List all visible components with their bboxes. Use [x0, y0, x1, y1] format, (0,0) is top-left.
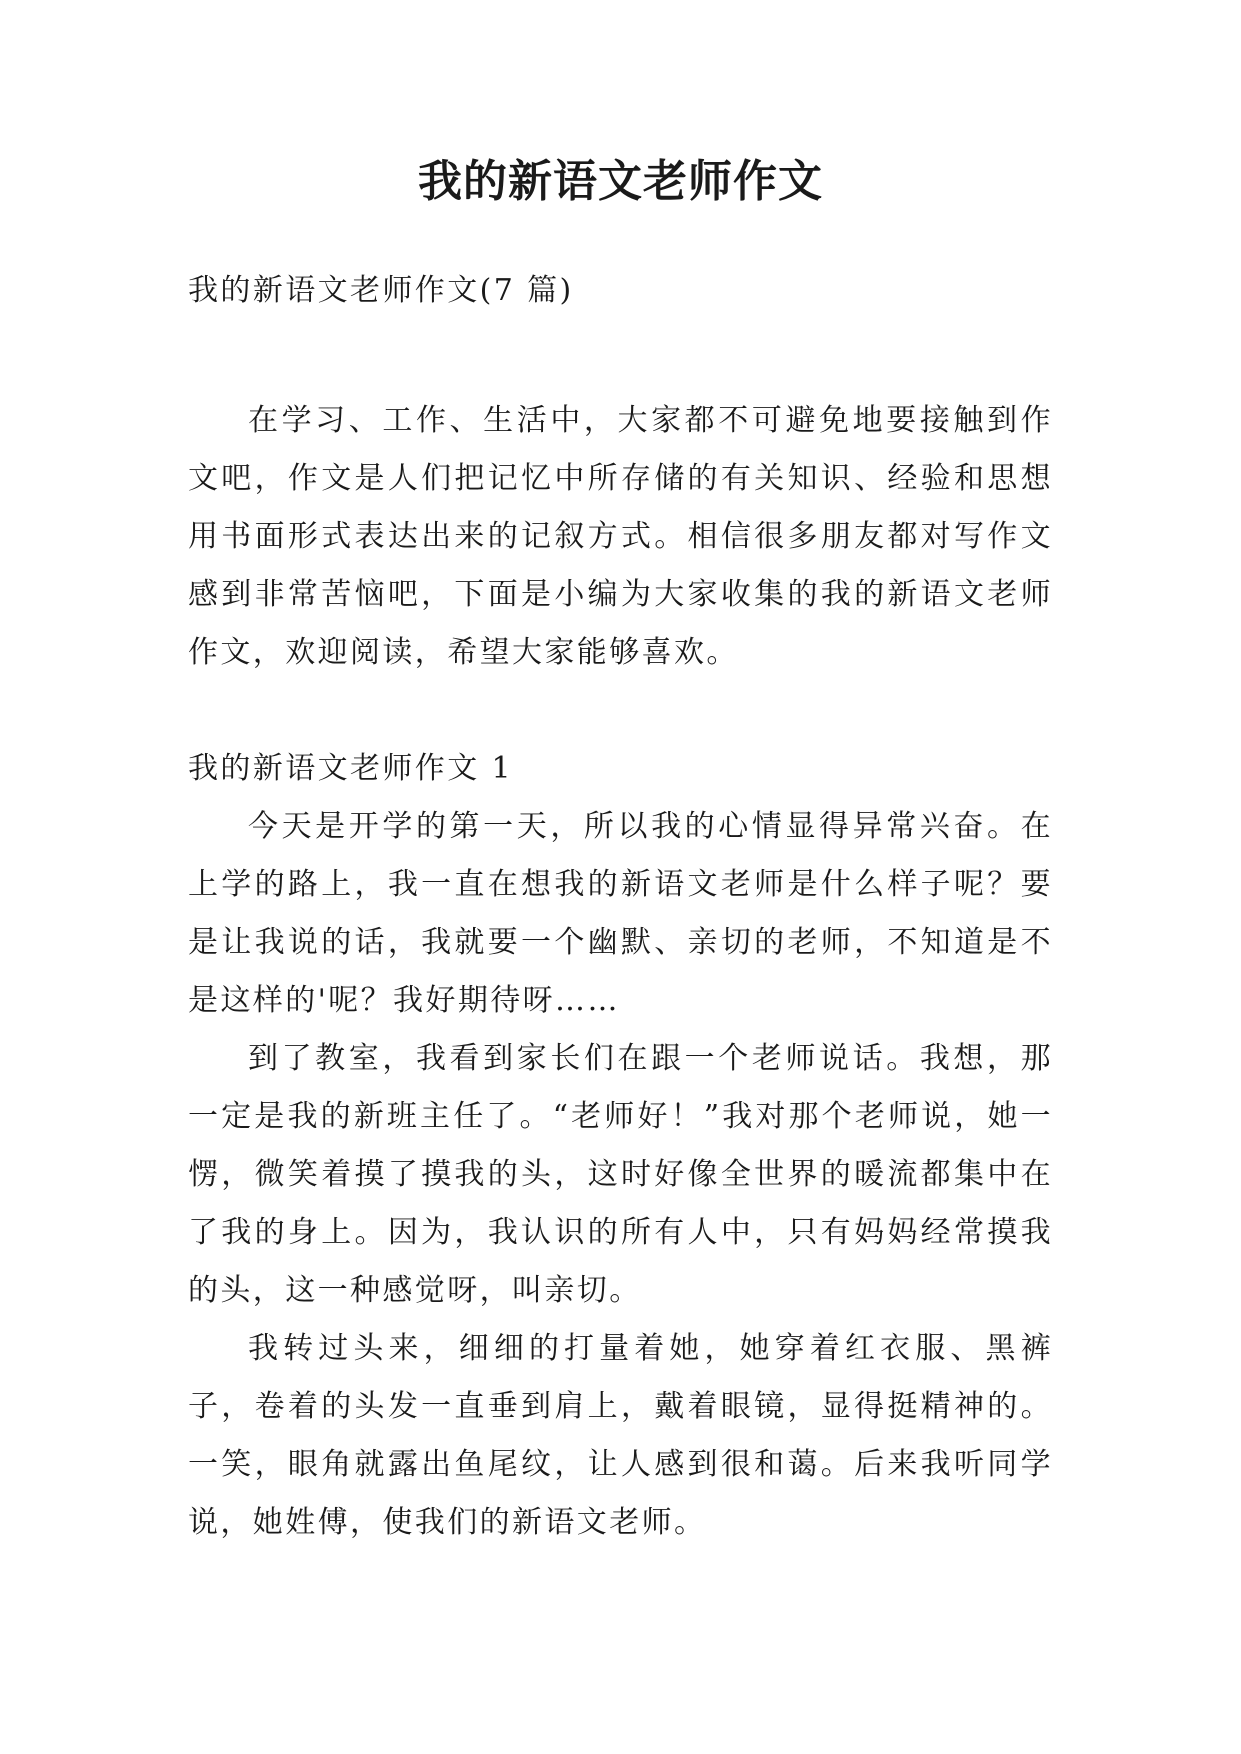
document-subtitle: 我的新语文老师作文(7 篇) — [188, 273, 574, 308]
body-paragraph: 到了教室，我看到家长们在跟一个老师说话。我想，那一定是我的新班主任了。“老师好！”我对那个老师说，她一愣，微笑着摸了摸我的头，这时好像全世界的暖流都集中在了我的身上。因为，我认识的所有人中，只有妈妈经常摸我的头，这一种感觉呀，叫亲切。 — [188, 1041, 1053, 1308]
spacer — [188, 682, 1053, 740]
section-heading: 我的新语文老师作文 1 — [188, 751, 514, 786]
document-title: 我的新语文老师作文 — [418, 156, 823, 207]
body-paragraph: 今天是开学的第一天，所以我的心情显得异常兴奋。在上学的路上，我一直在想我的新语文老师是什么样子呢？要是让我说的话，我就要一个幽默、亲切的老师，不知道是不是这样的'呢？我好期待呀…… — [188, 809, 1053, 1018]
body-paragraph: 我转过头来，细细的打量着她，她穿着红衣服、黑裤子，卷着的头发一直垂到肩上，戴着眼镜，显得挺精神的。一笑，眼角就露出鱼尾纹，让人感到很和蔼。后来我听同学说，她姓傅，使我们的新语文老师。 — [188, 1331, 1053, 1540]
document-body — [188, 262, 1053, 1552]
intro-paragraph: 在学习、工作、生活中，大家都不可避免地要接触到作文吧，作文是人们把记忆中所存储的有关知识、经验和思想用书面形式表达出来的记叙方式。相信很多朋友都对写作文感到非常苦恼吧，下面是小编为大家收集的我的新语文老师作文，欢迎阅读，希望大家能够喜欢。 — [188, 403, 1053, 670]
spacer — [188, 320, 1053, 392]
